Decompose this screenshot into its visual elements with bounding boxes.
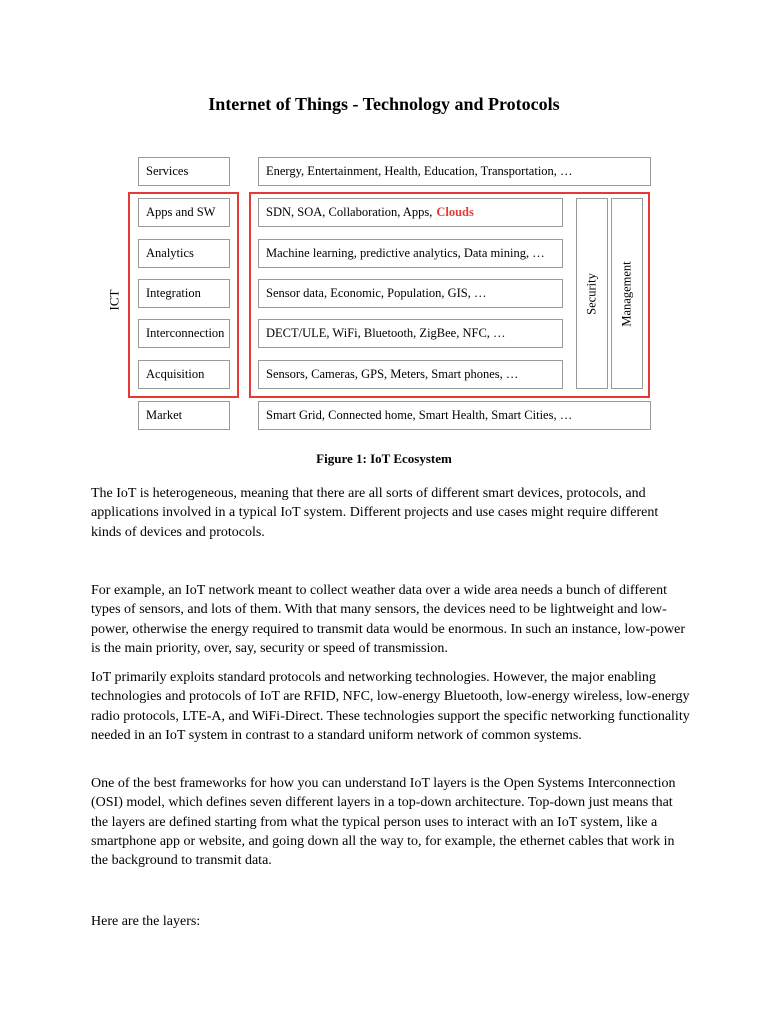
clouds-label: Clouds: [436, 205, 474, 220]
management-label: Management: [619, 260, 634, 327]
interconnection-detail: DECT/ULE, WiFi, Bluetooth, ZigBee, NFC, …: [258, 319, 563, 348]
services-detail: Energy, Entertainment, Health, Education, Transportation, …: [258, 157, 651, 186]
security-box: [576, 198, 608, 389]
paragraph-protocols: IoT primarily exploits standard protocols and networking technologies. However, the major enabling technologies and protocols of IoT are RFID, NFC, low-energy Bluetooth, low-energy wireless, low-energy radio protocols, LTE-A, and WiFi-Direct. These technologies support the specific networking functionality needed in an IoT system in contrast to a standard uniform network of common systems.: [91, 670, 690, 743]
layer-integration: Integration: [138, 279, 230, 308]
layer-analytics: Analytics: [138, 239, 230, 268]
paragraph-here-are-layers: Here are the layers:: [91, 914, 201, 929]
apps-detail-text: SDN, SOA, Collaboration, Apps,: [266, 205, 433, 220]
figure-caption: Figure 1: IoT Ecosystem: [316, 451, 452, 466]
paragraph-weather-example: For example, an IoT network meant to collect weather data over a wide area needs a bunch of different types of sensors, and lots of them. With that many sensors, the devices need to be lightweight and low-power, otherwise the energy required to transmit data would be enormous. In such an instance, low-power is the main priority, over, say, security or speed of transmission.: [91, 583, 686, 656]
paragraph-heterogeneous: The IoT is heterogeneous, meaning that there are all sorts of different smart devices, protocols, and applications involved in a typical IoT system. Different projects and use cases might require different kinds of devices and protocols.: [91, 486, 659, 540]
ict-label: ICT: [106, 289, 122, 311]
iot-ecosystem-diagram: [0, 0, 768, 470]
market-detail: Smart Grid, Connected home, Smart Health, Smart Cities, …: [258, 401, 651, 430]
integration-detail: Sensor data, Economic, Population, GIS, …: [258, 279, 563, 308]
analytics-detail: Machine learning, predictive analytics, Data mining, …: [258, 239, 563, 268]
paragraph-osi-model: One of the best frameworks for how you can understand IoT layers is the Open Systems Interconnection (OSI) model, which defines seven different layers in a top-down architecture. Top-down just means that the layers are defined starting from what the typical person uses to interact with an IoT system, like a smartphone app or website, and going down all the way to, for example, the ethernet cables that work in the background to transmit data.: [91, 776, 676, 869]
layer-market: Market: [138, 401, 230, 430]
layer-acquisition: Acquisition: [138, 360, 230, 389]
layer-services: Services: [138, 157, 230, 186]
document-title: Internet of Things - Technology and Protocols: [208, 94, 560, 114]
layer-interconnection: Interconnection: [138, 319, 230, 348]
apps-detail: [258, 198, 563, 227]
acquisition-detail: Sensors, Cameras, GPS, Meters, Smart phones, …: [258, 360, 563, 389]
management-box: [611, 198, 643, 389]
layer-apps-and-sw: Apps and SW: [138, 198, 230, 227]
security-label: Security: [584, 272, 599, 315]
